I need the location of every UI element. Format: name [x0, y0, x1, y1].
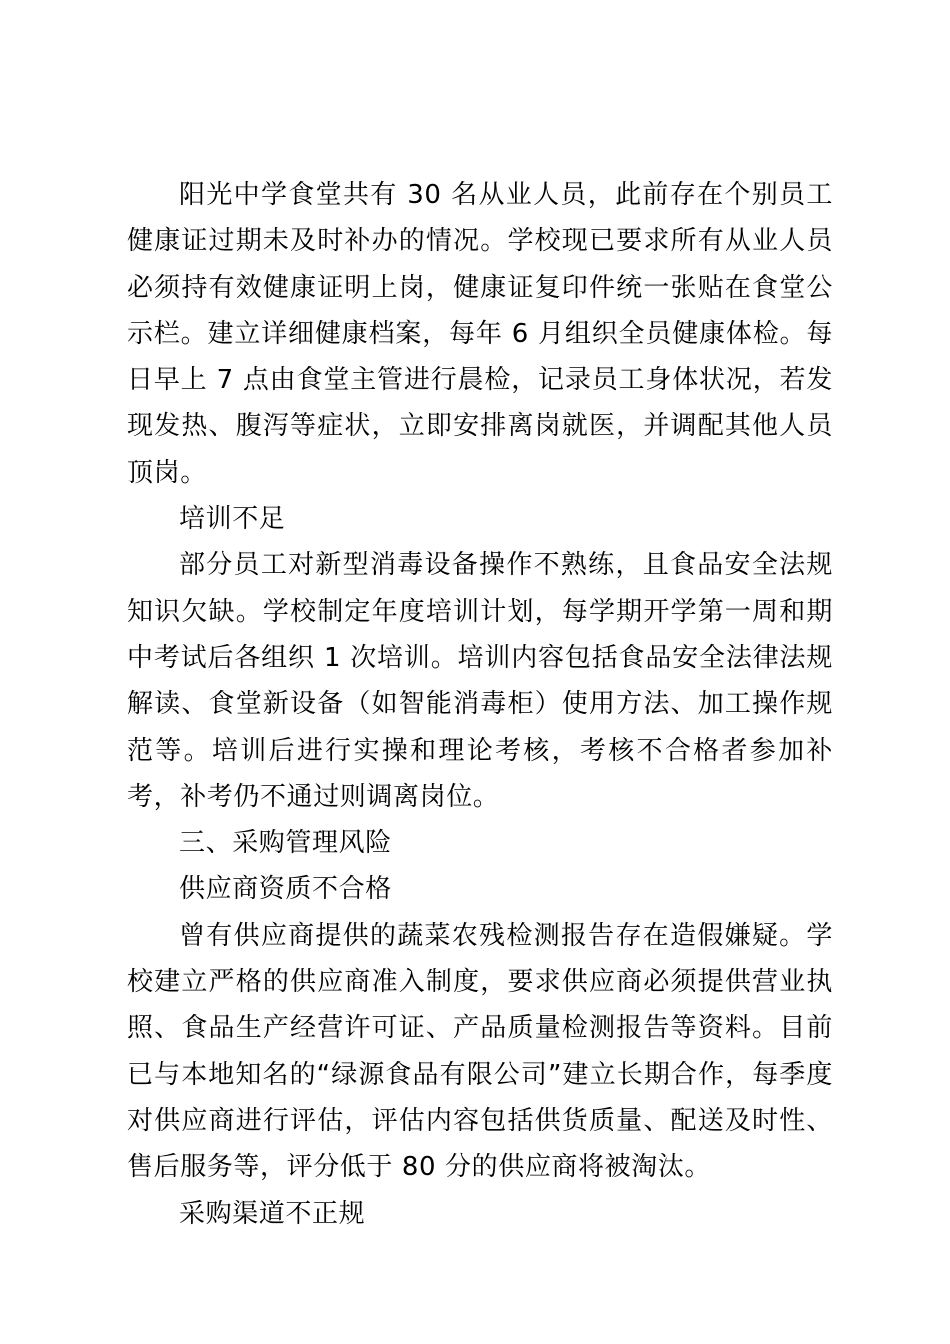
- document-page: [127, 172, 833, 1237]
- section-heading-procurement-risk: 三、采购管理风险: [179, 828, 392, 859]
- heading-procurement-channel: 采购渠道不正规: [179, 1198, 366, 1229]
- heading-training-shortage: 培训不足: [179, 504, 286, 535]
- paragraph-supplier: 曾有供应商提供的蔬菜农残检测报告存在造假嫌疑。学校建立严格的供应商准入制度，要求供应商必须提供营业执照、食品生产经营许可证、产品质量检测报告等资料。目前已与本地知名的“绿源食品有限公司”建立长期合作，每季度对供应商进行评估，评估内容包括供货质量、配送及时性、售后服务等，评分低于 80 分的供应商将被淘汰。: [127, 920, 833, 1183]
- heading-supplier-qualification: 供应商资质不合格: [179, 874, 392, 905]
- paragraph-training: 部分员工对新型消毒设备操作不熟练，且食品安全法规知识欠缺。学校制定年度培训计划，每学期开学第一周和期中考试后各组织 1 次培训。培训内容包括食品安全法律法规解读、食堂新设备（如智能消毒柜）使用方法、加工操作规范等。培训后进行实操和理论考核，考核不合格者参加补考，补考仍不通过则调离岗位。: [127, 550, 833, 812]
- paragraph-staff-health: 阳光中学食堂共有 30 名从业人员，此前存在个别员工健康证过期未及时补办的情况。学校现已要求所有从业人员必须持有效健康证明上岗，健康证复印件统一张贴在食堂公示栏。建立详细健康档案，每年 6 月组织全员健康体检。每日早上 7 点由食堂主管进行晨检，记录员工身体状况，若发现发热、腹泻等症状，立即安排离岗就医，并调配其他人员顶岗。: [127, 180, 833, 488]
